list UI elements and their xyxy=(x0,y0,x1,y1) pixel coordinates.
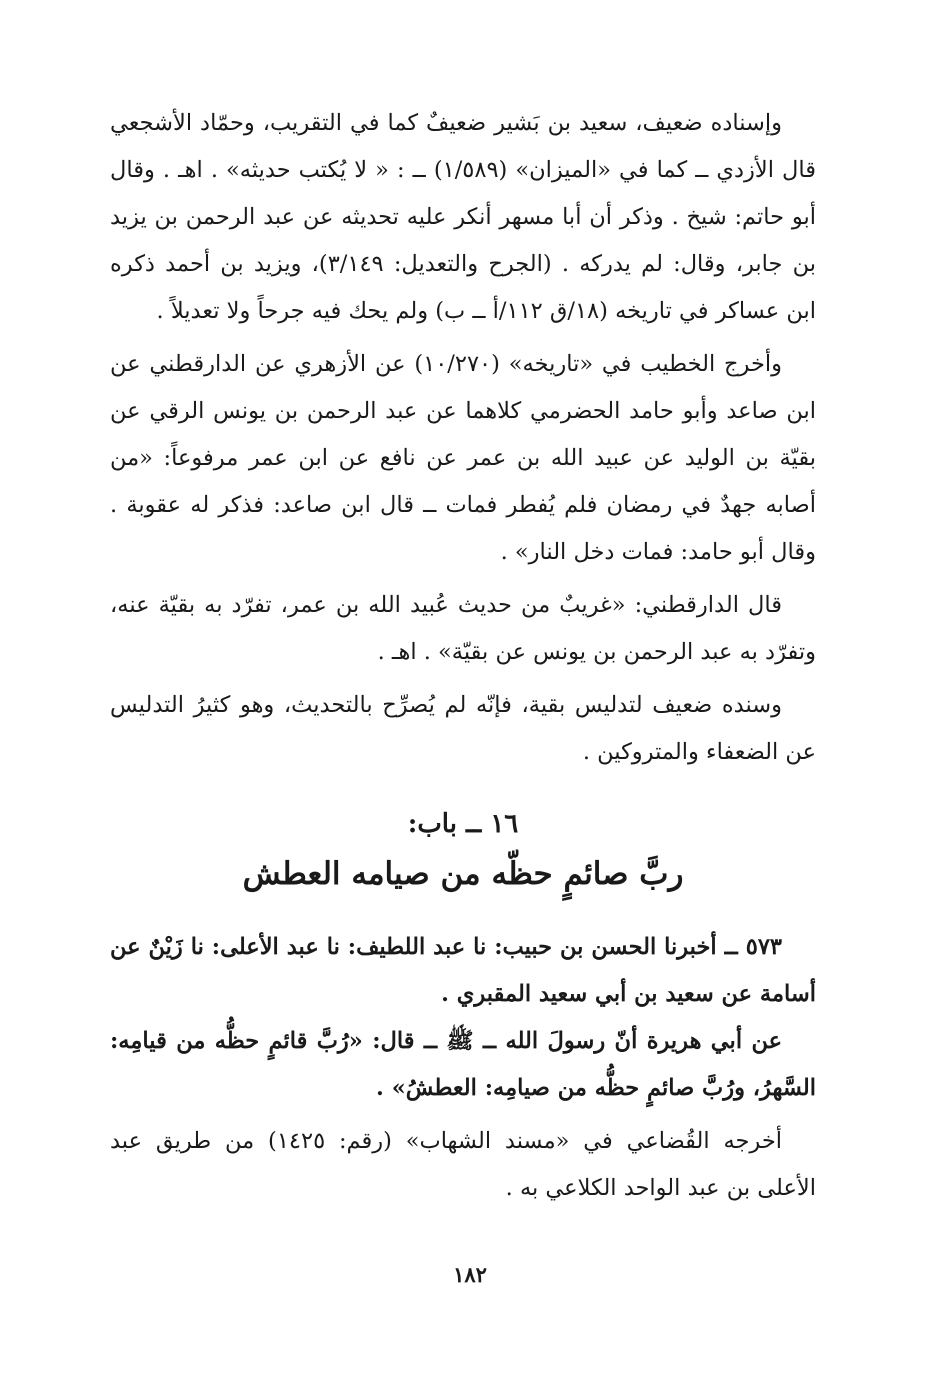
chapter-title: ربَّ صائمٍ حظّه من صيامه العطش xyxy=(242,856,684,892)
page-number: ١٨٢ xyxy=(453,1262,487,1287)
commentary-paragraph: وأخرج الخطيب في «تاريخه» (١٠/٢٧٠) عن الأزهري عن الدارقطني عن ابن صاعد وأبو حامد الحضرمي كلاهما عن عبد الرحمن بن يونس الرقي عن بقيّة بن الوليد عن عبيد الله بن عمر عن نافع عن ابن عمر مرفوعاً: «من أصابه جهدٌ في رمضان فلم يُفطر فمات ــ قال ابن صاعد: فذكر له عقوبة . وقال أبو حامد: فمات دخل النار» . xyxy=(110,351,816,565)
hadith-matn: عن أبي هريرة أنّ رسولَ الله ــ ﷺ ــ قال: «رُبَّ قائمٍ حظُّه من قيامِه: السَّهرُ، ورُبَّ صائمٍ حظُّه من صيامِه: العطشُ» . xyxy=(110,1028,816,1101)
commentary-paragraph: وإسناده ضعيف، سعيد بن بَشير ضعيفٌ كما في التقريب، وحمّاد الأشجعي قال الأزدي ــ كما في «الميزان» (١/٥٨٩) ــ : « لا يُكتب حديثه» . اهـ . وقال أبو حاتم: شيخ . وذكر أن أبا مسهر أنكر عليه تحديثه عن عبد الرحمن بن يزيد بن جابر، وقال: لم يدركه . (الجرح والتعديل: ٣/١٤٩)، ويزيد بن أحمد ذكره ابن عساكر في تاريخه (١٨/ق ١١٢/أ ــ ب) ولم يحك فيه جرحاً ولا تعديلاً . xyxy=(110,110,817,324)
page-body xyxy=(110,100,816,1212)
commentary-paragraph: وسنده ضعيف لتدليس بقية، فإنّه لم يُصرِّح بالتحديث، وهو كثيرُ التدليس عن الضعفاء والمتروكين . xyxy=(110,692,816,765)
hadith-isnad: ٥٧٣ ــ أخبرنا الحسن بن حبيب: نا عبد اللطيف: نا عبد الأعلى: نا زَيْنٌ عن أسامة عن سعيد بن أبي سعيد المقبري . xyxy=(110,934,816,1007)
chapter-heading xyxy=(110,802,816,902)
takhrij-paragraph: أخرجه القُضاعي في «مسند الشهاب» (رقم: ١٤٢٥) من طريق عبد الأعلى بن عبد الواحد الكلاعي به . xyxy=(110,1128,816,1201)
commentary-paragraph: قال الدارقطني: «غريبٌ من حديث عُبيد الله بن عمر، تفرّد به بقيّة عنه، وتفرّد به عبد الرحمن بن يونس عن بقيّة» . اهـ . xyxy=(110,592,816,665)
chapter-number: ١٦ ــ باب: xyxy=(407,809,519,839)
